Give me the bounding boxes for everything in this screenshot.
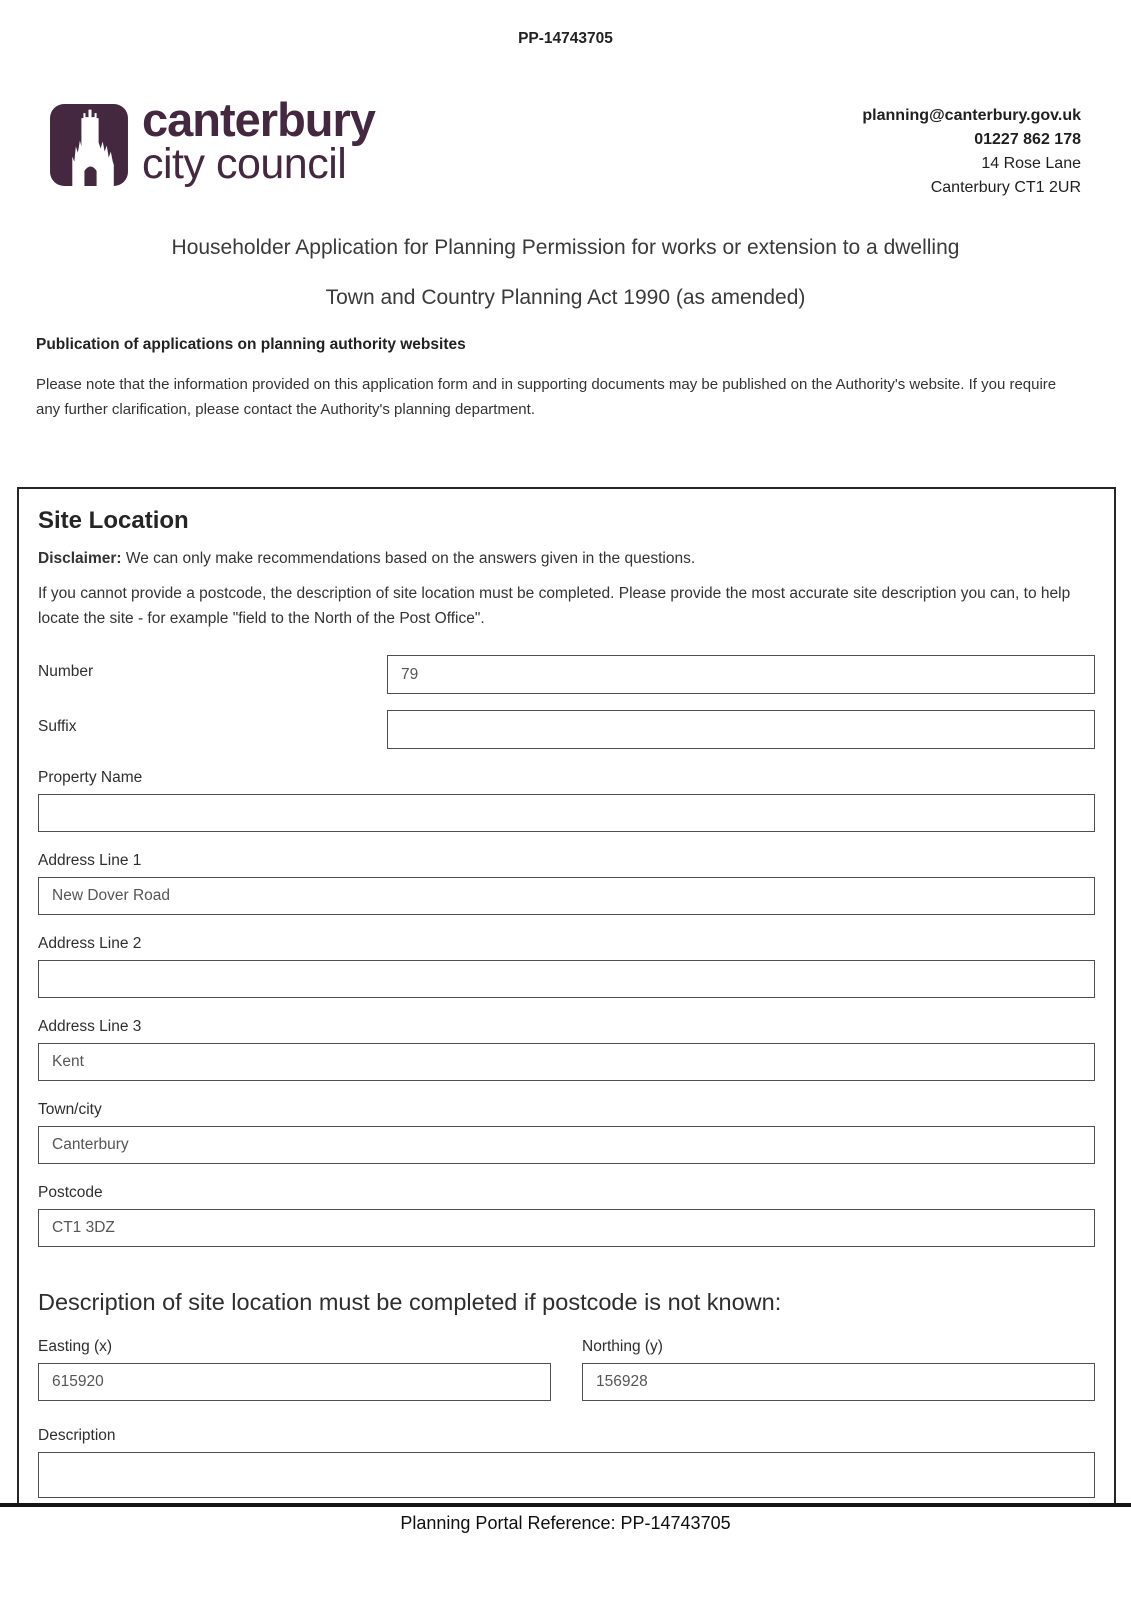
section-title: Site Location xyxy=(38,507,189,534)
council-logo xyxy=(50,93,375,188)
page-title: Householder Application for Planning Permission for works or extension to a dwelling xyxy=(171,236,960,259)
contact-block xyxy=(862,104,1081,200)
page-break-line xyxy=(0,1503,1131,1507)
property-name-label: Property Name xyxy=(38,769,143,786)
description-input[interactable] xyxy=(38,1452,1095,1498)
coordinates-row xyxy=(38,1338,1095,1401)
suffix-input[interactable] xyxy=(387,710,1095,749)
address-line-2-input[interactable] xyxy=(38,960,1095,998)
wordmark-line-2: city council xyxy=(142,139,347,188)
contact-email: planning@canterbury.gov.uk xyxy=(862,107,1081,124)
contact-address-line-2: Canterbury CT1 2UR xyxy=(930,179,1081,196)
postcode-input[interactable] xyxy=(38,1209,1095,1247)
publication-body: Please note that the information provided on this application form and in supporting documents may be published on the Authority's website. If you require any further clarification, please contact the Authority's planning department. xyxy=(36,376,1057,418)
address-line-2-label: Address Line 2 xyxy=(38,935,142,952)
town-city-input[interactable] xyxy=(38,1126,1095,1164)
northing-input[interactable] xyxy=(582,1363,1095,1401)
publication-heading: Publication of applications on planning authority websites xyxy=(36,336,466,353)
cathedral-icon xyxy=(50,104,128,186)
footer-reference: Planning Portal Reference: PP-14743705 xyxy=(400,1513,731,1533)
description-row xyxy=(38,1427,1095,1498)
address-line-3-label: Address Line 3 xyxy=(38,1018,142,1035)
suffix-label: Suffix xyxy=(38,718,77,735)
number-input[interactable] xyxy=(387,655,1095,694)
address-line-1-row xyxy=(38,852,1095,915)
northing-label: Northing (y) xyxy=(582,1338,663,1355)
contact-address-line-1: 14 Rose Lane xyxy=(981,155,1081,172)
address-line-3-input[interactable] xyxy=(38,1043,1095,1081)
address-line-3-row xyxy=(38,1018,1095,1081)
page-subtitle: Town and Country Planning Act 1990 (as amended) xyxy=(325,286,806,309)
town-city-row xyxy=(38,1101,1095,1164)
easting-field xyxy=(38,1338,551,1401)
property-name-input[interactable] xyxy=(38,794,1095,832)
northing-field xyxy=(582,1338,1095,1401)
disclaimer-text xyxy=(38,550,1095,568)
description-requirement-heading: Description of site location must be completed if postcode is not known: xyxy=(38,1289,782,1315)
site-location-intro: If you cannot provide a postcode, the description of site location must be completed. Please provide the most accurate site description you can, to help locate the site - for example "field to the North of the Post Office". xyxy=(38,585,1071,627)
disclaimer-label: Disclaimer: xyxy=(38,550,122,567)
council-wordmark xyxy=(142,93,375,188)
contact-phone: 01227 862 178 xyxy=(974,131,1081,148)
easting-input[interactable] xyxy=(38,1363,551,1401)
property-name-row xyxy=(38,769,1095,832)
wordmark-line-1: canterbury xyxy=(142,93,375,146)
address-line-2-row xyxy=(38,935,1095,998)
number-row xyxy=(38,655,1095,694)
town-city-label: Town/city xyxy=(38,1101,102,1118)
postcode-label: Postcode xyxy=(38,1184,103,1201)
number-label: Number xyxy=(38,663,94,680)
suffix-row xyxy=(38,710,1095,749)
disclaimer-body: We can only make recommendations based on the answers given in the questions. xyxy=(125,550,696,567)
site-location-section xyxy=(17,487,1116,1505)
postcode-row xyxy=(38,1184,1095,1247)
address-line-1-label: Address Line 1 xyxy=(38,852,142,869)
easting-label: Easting (x) xyxy=(38,1338,113,1355)
description-label: Description xyxy=(38,1427,116,1444)
form-reference: PP-14743705 xyxy=(518,30,613,47)
address-line-1-input[interactable] xyxy=(38,877,1095,915)
